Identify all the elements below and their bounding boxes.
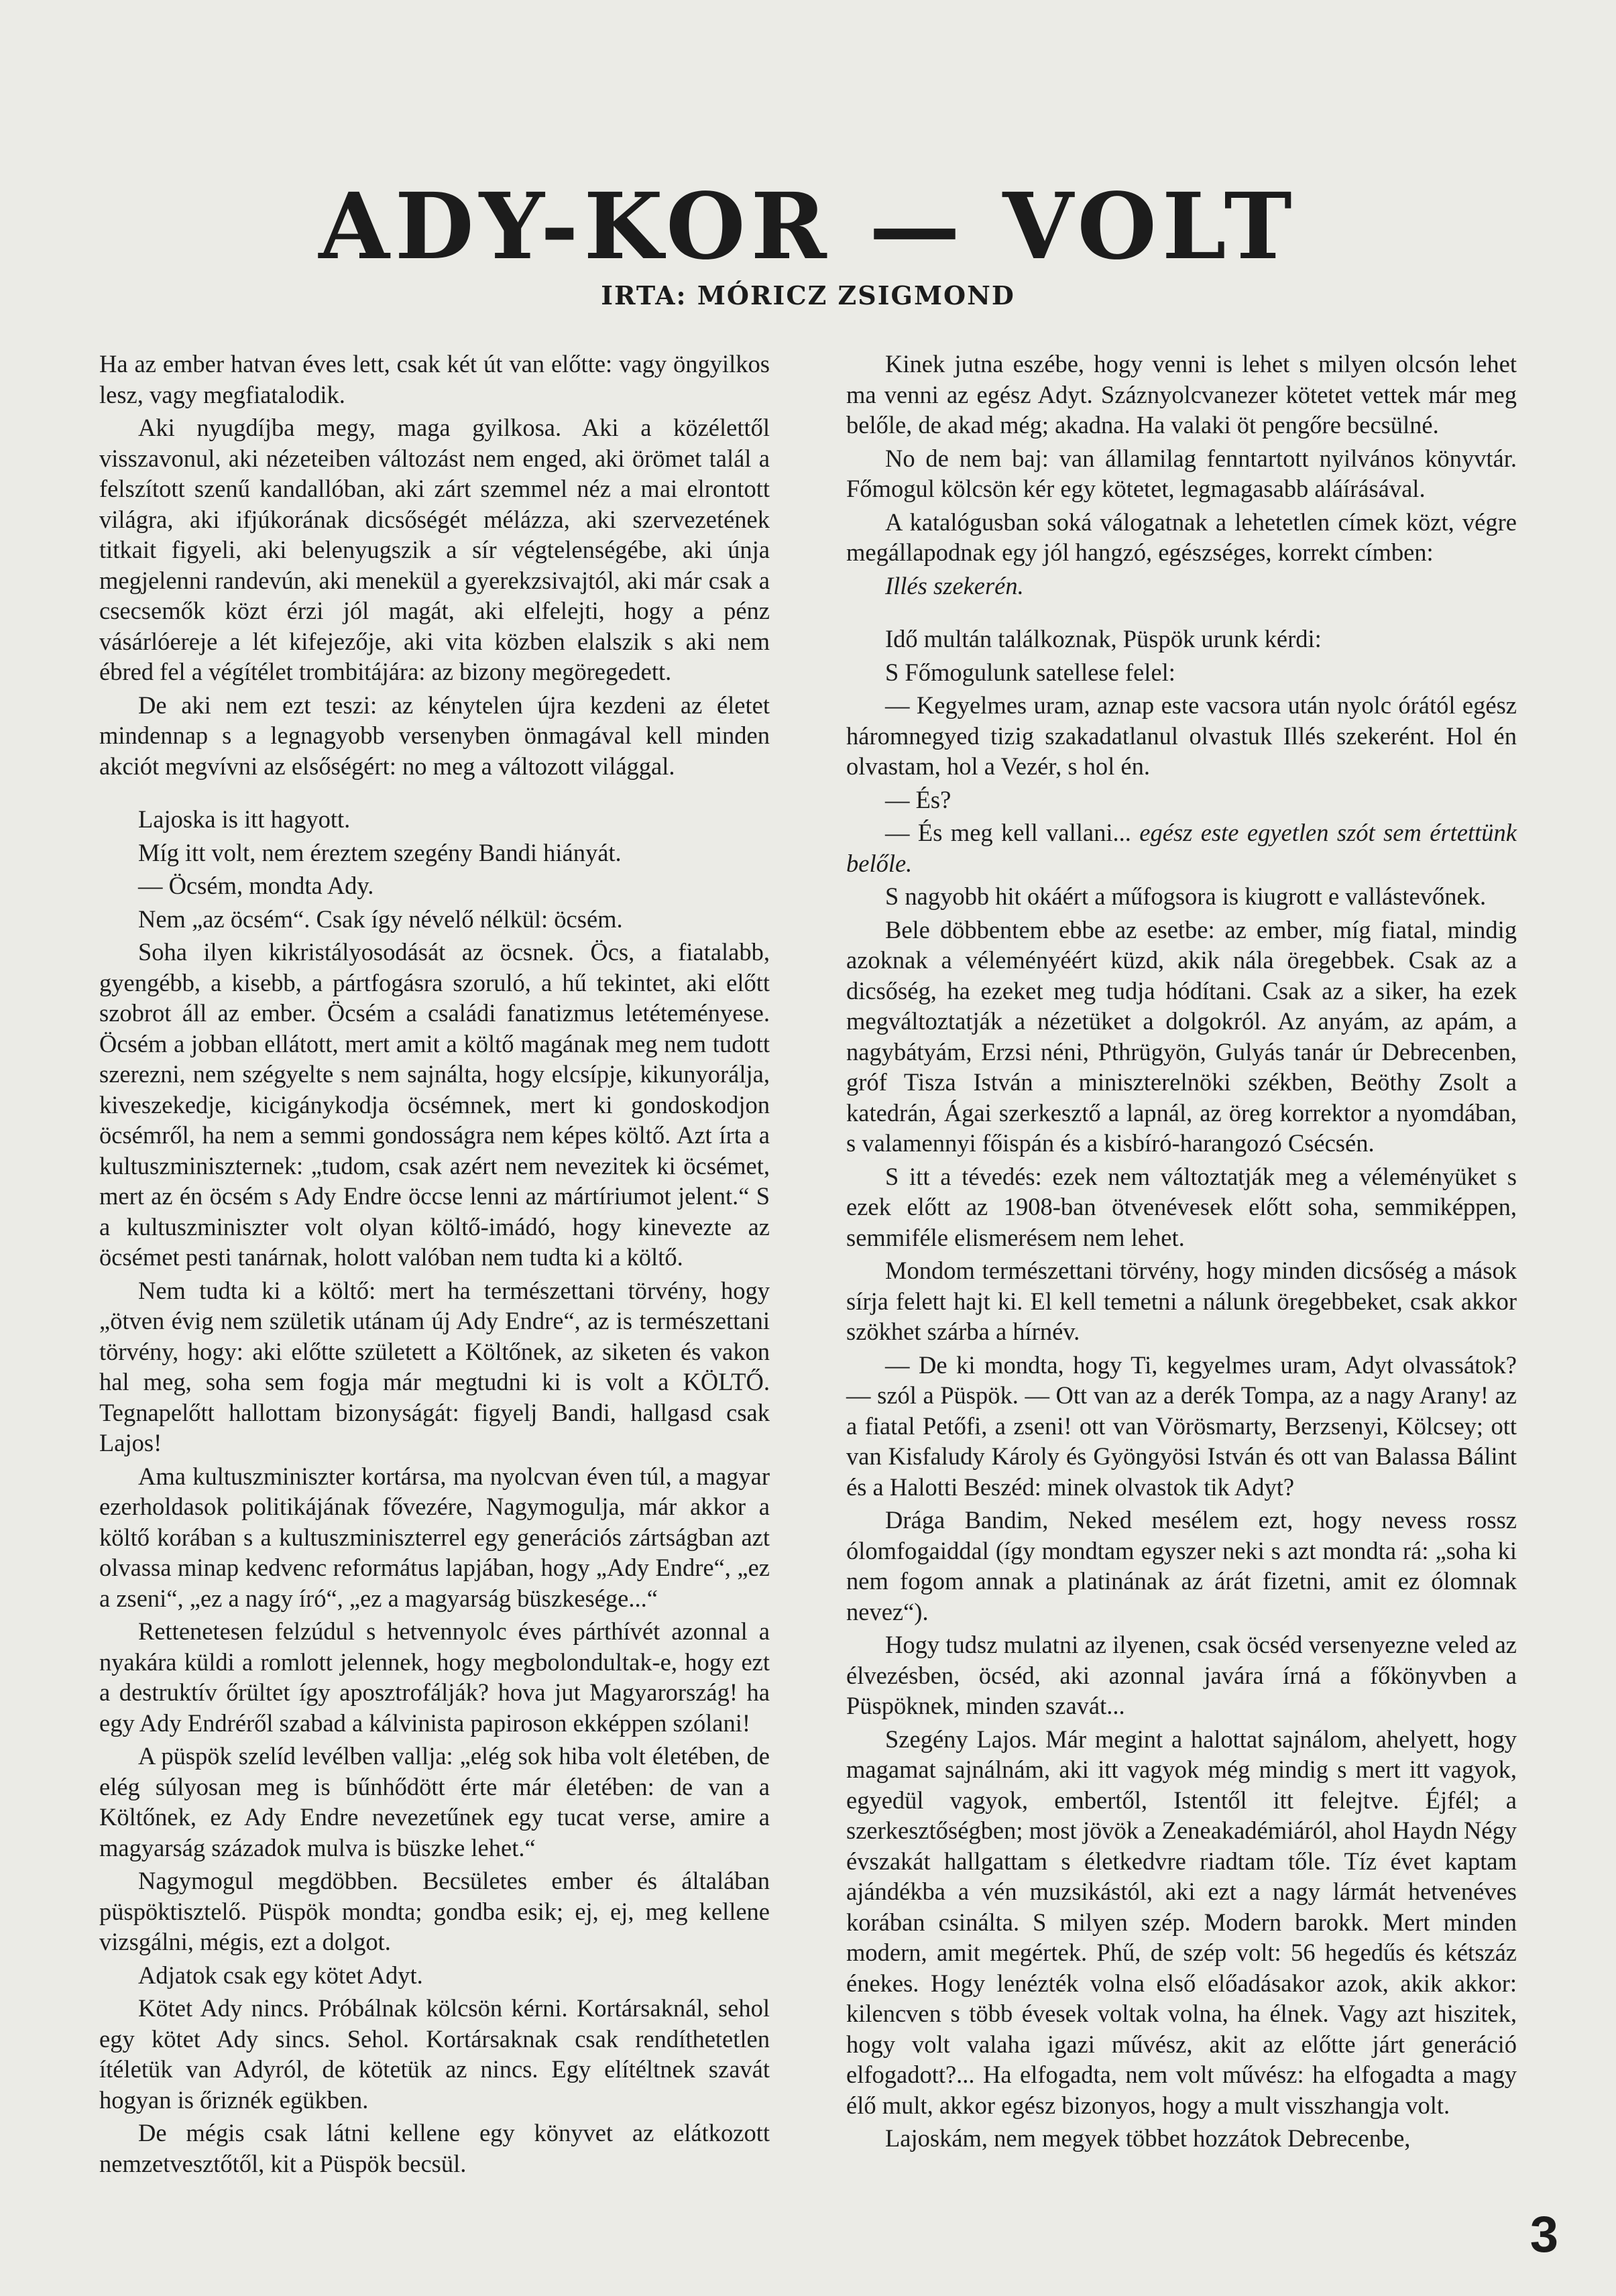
paragraph: — De ki mondta, hogy Ti, kegyelmes uram, Adyt olvassátok? — szól a Püspök. — Ott van az a derék Tompa, az a nagy Arany! az a fiatal Petőfi, a zseni! ott van Vörösmarty, Berzsenyi, Kölcsey; ott van Kisfaludy Károly és Gyöngyösi István és ott van Balassa Bálint és a Halotti Beszéd: minek olvastok tik Adyt? <box>846 1351 1517 1501</box>
paragraph: Ama kultuszminiszter kortársa, ma nyolcvan éven túl, a magyar ezerholdasok politikájának fővezére, Nagymogulja, már akkor a költő korában s a kultuszminiszterrel egy generációs zártságban azt olvassa minap kedvenc református lapjában, hogy „Ady Endre“, „ez a zseni“, „ez a nagy író“, „ez a magyarság büszkesége...“ <box>99 1462 770 1612</box>
paragraph: Lajoskám, nem megyek többet hozzátok Debrecenbe, <box>885 2124 1411 2152</box>
paragraph: Kötet Ady nincs. Próbálnak kölcsön kérni. Kortársaknál, sehol egy kötet Ady sincs. Sehol. Kortársaknak csak rendíthetetlen ítéletük van Adyról, de kötetük az nincs. Egy elítéltnek szavát hogyan is őriznék egükben. <box>99 1994 770 2114</box>
paragraph-plain-part: — És meg kell vallani... <box>885 819 1140 846</box>
right-column <box>846 349 1517 2157</box>
paragraph: Míg itt volt, nem éreztem szegény Bandi hiányát. <box>138 838 622 866</box>
paragraph: De aki nem ezt teszi: az kénytelen újra kezdeni az életet mindennap s a legnagyobb versenyben önmagával kell minden akciót megvívni az elsőségért: no meg a változott világgal. <box>99 691 770 780</box>
paragraph: Bele döbbentem ebbe az esetbe: az ember, míg fiatal, mindig azoknak a véleményéért küzd, akik nála öregebbek. Csak az a dicsőség, ha ezeket meg tudja hódítani. Csak az a siker, ha ezek megváltoztatják a nézetüket a dolgokról. Az anyám, az apám, a nagybátyám, Erzsi néni, Pthrügyön, Gulyás tanár úr Debrecenben, gróf Tisza István a miniszterelnöki székben, Beöthy Zsolt a katedrán, Ágai szerkesztő a lapnál, az öreg korrektor a nyomdában, s valamennyi főispán és a kisbíró-harangozó Csécsén. <box>846 915 1517 1157</box>
paragraph: Nem „az öcsém“. Csak így névelő nélkül: öcsém. <box>138 905 623 933</box>
paragraph: — Kegyelmes uram, aznap este vacsora után nyolc órától egész háromnegyed tizig szakadatlanul olvastuk Illés szekerént. Hol én olvastam, hol a Vezér, s hol én. <box>846 691 1517 780</box>
paragraph: Lajoska is itt hagyott. <box>138 805 351 833</box>
paragraph: Kinek jutna eszébe, hogy venni is lehet s milyen olcsón lehet ma venni az egész Adyt. Száznyolcvanezer kötetet vettek már meg belőle, de akad még; akadna. Ha valaki öt pengőre becsülné. <box>846 350 1517 439</box>
paragraph: Soha ilyen kikristályosodását az öcsnek. Öcs, a fiatalabb, gyengébb, a kisebb, a pártfogásra szoruló, a hű tekintet, aki előtt szobrot áll az ember. Öcsém a családi fanatizmus letéteményese. Öcsém a jobban ellátott, mert amit a költő magának meg nem tudott szerezni, nem szégyelte s nem sajnálta, hogy elcsípje, kikunyorálja, kiveszekedje, kicigánykodja öcsémnek, mert ki gondoskodjon öcsémről, ha nem a semmi gondosságra nem képes költő. Azt írta a kultuszminiszternek: „tudom, csak azért nem nevezitek ki öcsémet, mert az én öcsém s Ady Endre öccse lenni az mártíriumot jelent.“ S a kultuszminiszter volt olyan költő-imádó, hogy kinevezte az öcsémet pesti tanárnak, holott valóban nem tudta ki a költő. <box>99 938 770 1271</box>
paragraph: Hogy tudsz mulatni az ilyenen, csak öcséd versenyezne veled az élvezésben, öcséd, aki azonnal javára írná a főkönyvben a Püspöknek, minden szavát... <box>846 1631 1517 1719</box>
paragraph: Aki nyugdíjba megy, maga gyilkosa. Aki a közélettől visszavonul, aki nézeteiben változást nem enged, aki örömet talál a felszított szenű kandallóban, aki zárt szemmel néz a mai elrontott világra, aki ifjúkorának dicsőségét mélázza, aki szervezetének titkait figyeli, aki belenyugszik a sír végtelenségébe, aki únja megjelenni randevún, aki menekül a gyerekzsivajtól, aki már csak a csecsemők közt érzi jól magát, aki elfelejti, hogy a pénz vásárlóereje a lét kifejezője, aki vita közben elalszik s aki nem ébred fel a végítélet trombitájára: az bizony megöregedett. <box>99 414 770 685</box>
paragraph: Adjatok csak egy kötet Adyt. <box>138 1961 423 1989</box>
paragraph: S itt a tévedés: ezek nem változtatják meg a véleményüket s ezek előtt az 1908-ban ötvenévesek előtt soha, semmiképpen, semmiféle elismerésem nem lehet. <box>846 1162 1517 1251</box>
paragraph: S nagyobb hit okáért a műfogsora is kiugrott e vallástevőnek. <box>885 882 1487 910</box>
paragraph-italic-part: egész este egyetlen szót sem értettünk belőle. <box>846 819 1517 877</box>
paragraph: Illés szekerén. <box>885 571 1024 599</box>
page-number: 3 <box>1530 2206 1558 2263</box>
paragraph: Ha az ember hatvan éves lett, csak két út van előtte: vagy öngyilkos lesz, vagy megfiatalodik. <box>99 350 770 408</box>
paragraph: — Öcsém, mondta Ady. <box>138 872 374 899</box>
paragraph: Nagymogul megdöbben. Becsületes ember és általában püspöktisztelő. Püspök mondta; gondba esik; ej, ej, meg kellene vizsgálni, mégis, ezt a dolgot. <box>99 1867 770 1955</box>
paragraph: Idő multán találkoznak, Püspök urunk kérdi: <box>885 625 1322 652</box>
article-byline: IRTA: MÓRICZ ZSIGMOND <box>601 280 1015 310</box>
paragraph: Nem tudta ki a költő: mert ha természettani törvény, hogy „ötven évig nem születik utánam új Ady Endre“, az is természettani törvény, hogy: aki előtte született a Költőnek, az siketen és vakon hal meg, soha sem fogja már megtudni ki is volt a KÖLTŐ. Tegnapelőtt hallottam bizonyságát: figyelj Bandi, hallgasd csak Lajos! <box>99 1276 770 1456</box>
left-column <box>99 349 770 2181</box>
paragraph: A katalógusban soká válogatnak a lehetetlen címek közt, végre megállapodnak egy jól hangzó, egészséges, korrekt címben: <box>846 508 1517 566</box>
article-title: ADY-KOR — VOLT <box>319 173 1297 280</box>
paragraph: No de nem baj: van államilag fenntartott nyilvános könyvtár. Főmogul kölcsön kér egy kötetet, legmagasabb aláírásával. <box>846 444 1517 502</box>
paragraph: Szegény Lajos. Már megint a halottat sajnálom, ahelyett, hogy magamat sajnálnám, aki itt vagyok még mindig s mert itt vagyok, egyedül vagyok, embertől, Istentől itt felejtve. Éjfél; a szerkesztőségben; most jövök a Zeneakadémiáról, ahol Haydn Négy évszakát hallgattam s életkedvre riadtam tőle. Tíz évet kaptam ajándékba a vén muzsikástól, aki ezt a nagy lármát hetvenéves korában csinálta. S milyen szép. Modern barokk. Mert minden modern, amit megértek. Phű, de szép volt: 56 hegedűs és kétszáz énekes. Hogy lenézték volna első előadásakor azok, akik akkor: kilencven s több évesek voltak volna, ha élnek. Vagy azt hiszitek, hogy volt valaha igazi művész, akit az előtte járt generáció elfogadott?... Ha elfogadta, nem volt művész: ha elfogadta a magy élő mult, akkor egész bizonyos, hogy a mult visszhangja volt. <box>846 1725 1517 2119</box>
paragraph: S Főmogulunk satellese felel: <box>885 658 1175 686</box>
paragraph: Mondom természettani törvény, hogy minden dicsőség a mások sírja felett hajt ki. El kell temetni a nálunk öregebbeket, csak akkor szökhet szárba a hírnév. <box>846 1257 1517 1345</box>
paragraph: A püspök szelíd levélben vallja: „elég sok hiba volt életében, de elég súlyosan meg is bűnhődött érte már életében: de van a Költőnek, ez Ady Endre nevezetűnek egy tucat verse, amire a magyarság századok mulva is büszke lehet.“ <box>99 1742 770 1861</box>
paragraph: Drága Bandim, Neked mesélem ezt, hogy nevess rossz ólomfogaiddal (így mondtam egyszer neki s azt mondta rá: „soha ki nem fogom annak a platinának az árát fizetni, amit ez ólomnak nevez“). <box>846 1506 1517 1625</box>
paragraph <box>846 817 1517 878</box>
paragraph: — És? <box>885 785 951 813</box>
paragraph: De mégis csak látni kellene egy könyvet az elátkozott nemzetvesztőtől, kit a Püspök becsül. <box>99 2119 770 2177</box>
paragraph: Rettenetesen felzúdul s hetvennyolc éves párthívét azonnal a nyakára küldi a romlott jelennek, hogy megbolondultak-e, hogy ezt a destruktív őrültet így aposztrofálják? hova jut Magyarország! ha egy Ady Endréről szabad a kálvinista papiroson ekképpen szólani! <box>99 1617 770 1737</box>
